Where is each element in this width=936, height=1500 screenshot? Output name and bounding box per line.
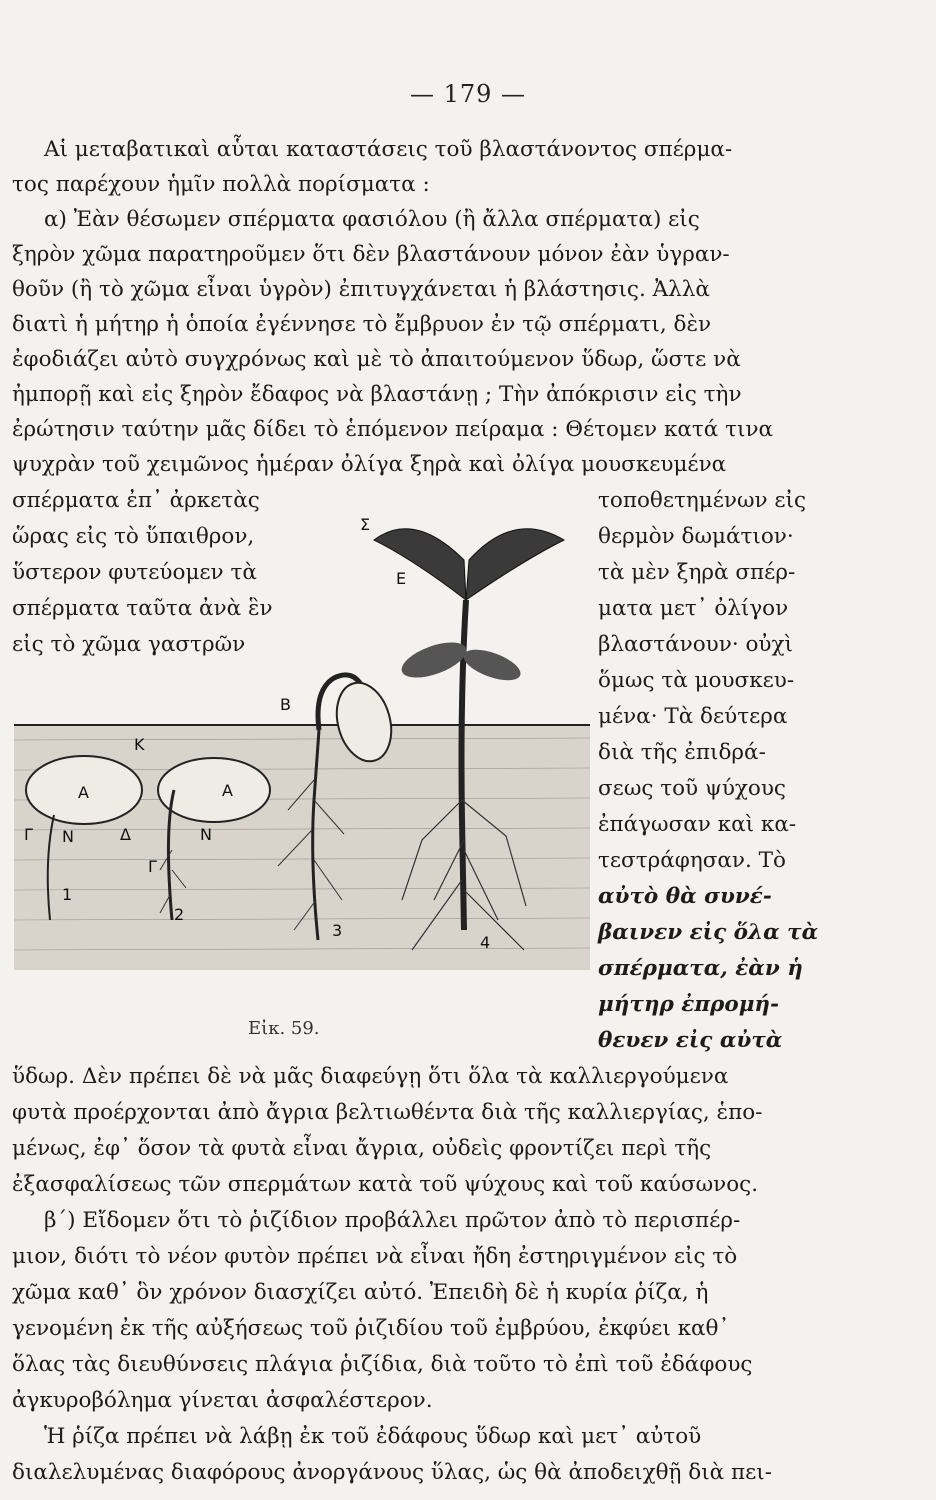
label-D: Δ [120, 825, 131, 844]
label-G1: Γ [24, 825, 33, 844]
leaf-4-left [374, 529, 466, 600]
bean-seed-2 [158, 758, 270, 822]
bean-germination-figure [14, 500, 590, 1000]
label-N1: Ν [62, 827, 74, 846]
label-S: Σ [360, 515, 371, 534]
book-page: — 179 — Αἱ μεταβατικαὶ αὗται καταστάσεις τοῦ βλαστάνοντος σπέρμα- τος παρέχουν ἡμῖν πολλὰ πορίσματα : α) Ἐὰν θέσωμεν σπέρματα φασιόλου (ἢ ἄλλα σπέρματα) εἰς ξηρὸν χῶμα παρατηροῦμεν ὅτι δὲν βλαστάνουν μόνον ἐὰν ὑγραν- θοῦν (ἢ τὸ χῶμα εἶναι ὑγρὸν) ἐπιτυγχάνεται ἡ βλάστησις. Ἀλλὰ διατὶ ἡ μήτηρ ἡ ὁποία ἐγέννησε τὸ ἔμβρυον ἐν τῷ σπέρματι, δὲν ἐφοδιάζει αὐτὸ συγχρόνως καὶ μὲ τὸ ἀπαιτούμενον ὕδωρ, ὥστε νὰ ἠμπορῇ καὶ εἰς ξηρὸν ἔδαφος νὰ βλαστάνῃ ; Τὴν ἀπόκρισιν εἰς τὴν ἐρώτησιν ταύτην μᾶς δίδει τὸ ἑπόμενον πείραμα : Θέτομεν κατά τινα ψυχρὰν τοῦ χειμῶνος ἡμέραν ὀλίγα ξηρὰ καὶ ὀλίγα μουσκευμένα σπέρματα ἐπ᾽ ἀρκετὰς ὥρας εἰς τὸ ὕπαιθρον, ὕστερον φυτεύομεν τὰ σπέρματα ταῦτα ἀνὰ ἓν εἰς τὸ χῶμα γαστρῶν τοποθετημένων εἰς θερμὸν δωμάτιον· τὰ μὲν ξηρὰ σπέρ- ματα μετ᾽ ὀλίγον βλαστάνουν· οὐχὶ ὅμως τὰ μουσκευ- μένα· Τὰ δεύτερα διὰ τῆς ἐπιδρά- σεως τοῦ ψύχους ἐπάγωσαν καὶ κα- τεστράφησαν. Τὸ αὐτὸ θὰ συνέ- βαινεν εἰς ὅλα τὰ σπέρματα, ἐὰν ἡ μήτηρ ἐπρομή- θευεν εἰς αὐτὰ Σ Ε Β Α Α Ν Ν Γ Γ Δ Κ 1 2 3 4 Εἰκ. 59. ὕδωρ. Δὲν πρέπει δὲ νὰ μᾶς διαφεύγῃ ὅτι ὅλα τὰ καλλιεργούμενα φυτὰ προέρχονται ἀπὸ ἄγρια βελτιωθέντα διὰ τῆς καλλιεργίας, ἑπο- μένως, ἐφ᾽ ὅσον τὰ φυτὰ εἶναι ἄγρια, οὐδεὶς φροντίζει περὶ τῆς ἐξασφαλίσεως τῶν σπερμάτων κατὰ τοῦ ψύχους καὶ τοῦ καύσωνος. β΄) Εἴδομεν ὅτι τὸ ῥιζίδιον προβάλλει πρῶτον ἀπὸ τὸ περισπέρ- μιον, διότι τὸ νέον φυτὸν πρέπει νὰ εἶναι ἤδη ἐστηριγμένον εἰς τὸ χῶμα καθ᾽ ὃν χρόνον διασχίζει αὐτό. Ἐπειδὴ δὲ ἡ κυρία ῥίζα, ἡ γενομένη ἐκ τῆς αὐξήσεως τοῦ ῥιζιδίου τοῦ ἐμβρύου, ἐκφύει καθ᾽ ὅλας τὰς διευθύνσεις πλάγια ῥιζίδια, διὰ τοῦτο τὸ ἐπὶ τοῦ ἐδάφους ἀγκυροβόλημα γίνεται ἀσφαλέστερον. Ἡ ῥίζα πρέπει νὰ λάβῃ ἐκ τοῦ ἐδάφους ὕδωρ καὶ μετ᾽ αὐτοῦ διαλελυμένας διαφόρους ἀνοργάνους ὕλας, ὡς θὰ ἀποδειχθῇ διὰ πει- [0, 0, 936, 1500]
figure-drawing [14, 500, 590, 1000]
label-E: Ε [396, 569, 407, 588]
label-n2: 2 [174, 905, 185, 924]
page-number: — 179 — [409, 80, 527, 108]
label-G2: Γ [148, 857, 157, 876]
label-n1: 1 [62, 885, 73, 904]
label-n4: 4 [480, 933, 491, 952]
label-K: Κ [134, 735, 145, 754]
label-N2: Ν [200, 825, 212, 844]
label-B: Β [280, 695, 291, 714]
cotyledon-4b [460, 643, 525, 686]
label-A2: Α [222, 781, 233, 800]
label-n3: 3 [332, 921, 343, 940]
label-A1: Α [78, 783, 89, 802]
figure-caption: Εἰκ. 59. [248, 1018, 320, 1039]
leaf-4-right [466, 529, 564, 600]
